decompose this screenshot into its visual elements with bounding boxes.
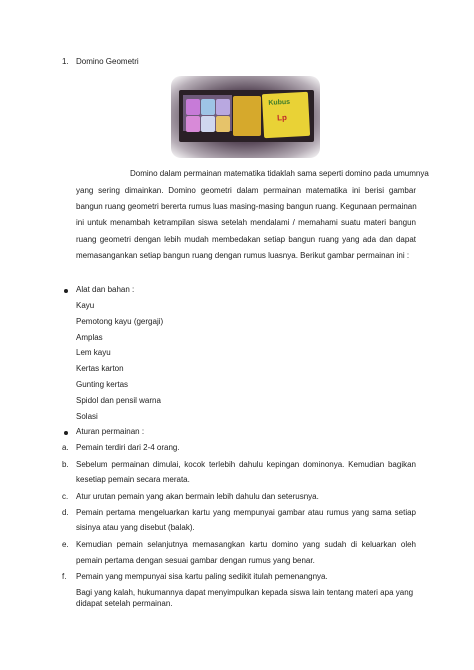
rule-line: Pemain terdiri dari 2-4 orang. <box>76 443 180 452</box>
rule-marker: d. <box>62 508 69 517</box>
rule-line: pemain pertama dengan sesuai gambar dengan rumus yang benar. <box>76 556 315 565</box>
card-label: Lp <box>276 112 288 123</box>
rule-line: Pemain yang mempunyai sisa kartu paling sedikit itulah pemenangnya. <box>76 572 328 581</box>
tool-item: Kayu <box>76 301 95 310</box>
intro-line: Domino dalam permainan matematika tidaklah sama seperti domino pada umumnya <box>130 169 429 178</box>
tool-item: Solasi <box>76 411 98 421</box>
tool-item: Lem kayu <box>76 348 111 358</box>
bullet-icon <box>64 289 68 293</box>
tool-item: Kertas karton <box>76 364 124 374</box>
domino-card <box>233 96 261 136</box>
rule-line: Kemudian pemain selanjutnya memasangkan kartu domino yang sudah di keluarkan oleh <box>76 540 416 549</box>
tool-item: Gunting kertas <box>76 380 129 389</box>
section-number: 1. <box>62 57 69 66</box>
intro-line: memasangankan setiap bangun ruang dengan rumus luasnya. Berikut gambar permainan ini : <box>76 251 410 260</box>
card-label: Kubus <box>268 98 291 107</box>
domino-game-photo <box>171 76 320 158</box>
rule-line: Sebelum permainan dimulai, kocok terlebih dahulu kepingan dominonya. Kemudian bagikan <box>76 460 416 469</box>
rule-marker: a. <box>62 443 69 452</box>
intro-line: bangun ruang geometri bererta rumus luas masing-masing bangun ruang. Kegunaan permainan <box>76 202 417 211</box>
rules-heading: Aturan permainan : <box>76 427 145 436</box>
rule-marker: f. <box>62 572 67 581</box>
rule-line: sisinya atau yang disebut (balak). <box>76 523 195 532</box>
intro-line: ini untuk menambah ketrampilan siswa setelah mendalami / memahami suatu materi bangun <box>76 218 416 227</box>
rule-line: Atur urutan pemain yang akan bermain lebih dahulu dan seterusnya. <box>76 492 319 501</box>
domino-tile <box>201 99 215 115</box>
domino-tile <box>186 116 200 132</box>
rule-marker: c. <box>62 492 69 501</box>
domino-tile <box>216 99 230 115</box>
domino-card <box>262 92 310 138</box>
bullet-icon <box>64 431 68 435</box>
domino-tile <box>201 116 215 132</box>
rule-marker: b. <box>62 460 69 469</box>
tools-heading: Alat dan bahan : <box>76 285 135 294</box>
intro-line: ruang geometri dengan lebih mudah membedakan setiap bangun ruang yang ada dan dapat <box>76 235 416 244</box>
tool-item: Pemotong kayu (gergaji) <box>76 316 164 326</box>
section-title: Domino Geometri <box>76 57 139 66</box>
domino-tile <box>186 99 200 115</box>
closing-line: didapat setelah permainan. <box>76 599 173 608</box>
tool-item: Amplas <box>76 332 103 342</box>
rule-marker: e. <box>62 540 69 549</box>
intro-line: yang sering dimainkan. Domino geometri dalam permainan matematika ini berisi gambar <box>76 186 416 195</box>
rule-line: kesetiap pemain secara merata. <box>76 475 190 484</box>
rule-line: Pemain pertama mengeluarkan kartu yang mempunyai gambar atau rumus yang sama setiap <box>76 508 416 517</box>
tool-item: Spidol dan pensil warna <box>76 395 161 405</box>
domino-tile <box>216 116 230 132</box>
closing-line: Bagi yang kalah, hukumannya dapat menyimpulkan kepada siswa lain tentang materi apa yang <box>76 588 414 597</box>
